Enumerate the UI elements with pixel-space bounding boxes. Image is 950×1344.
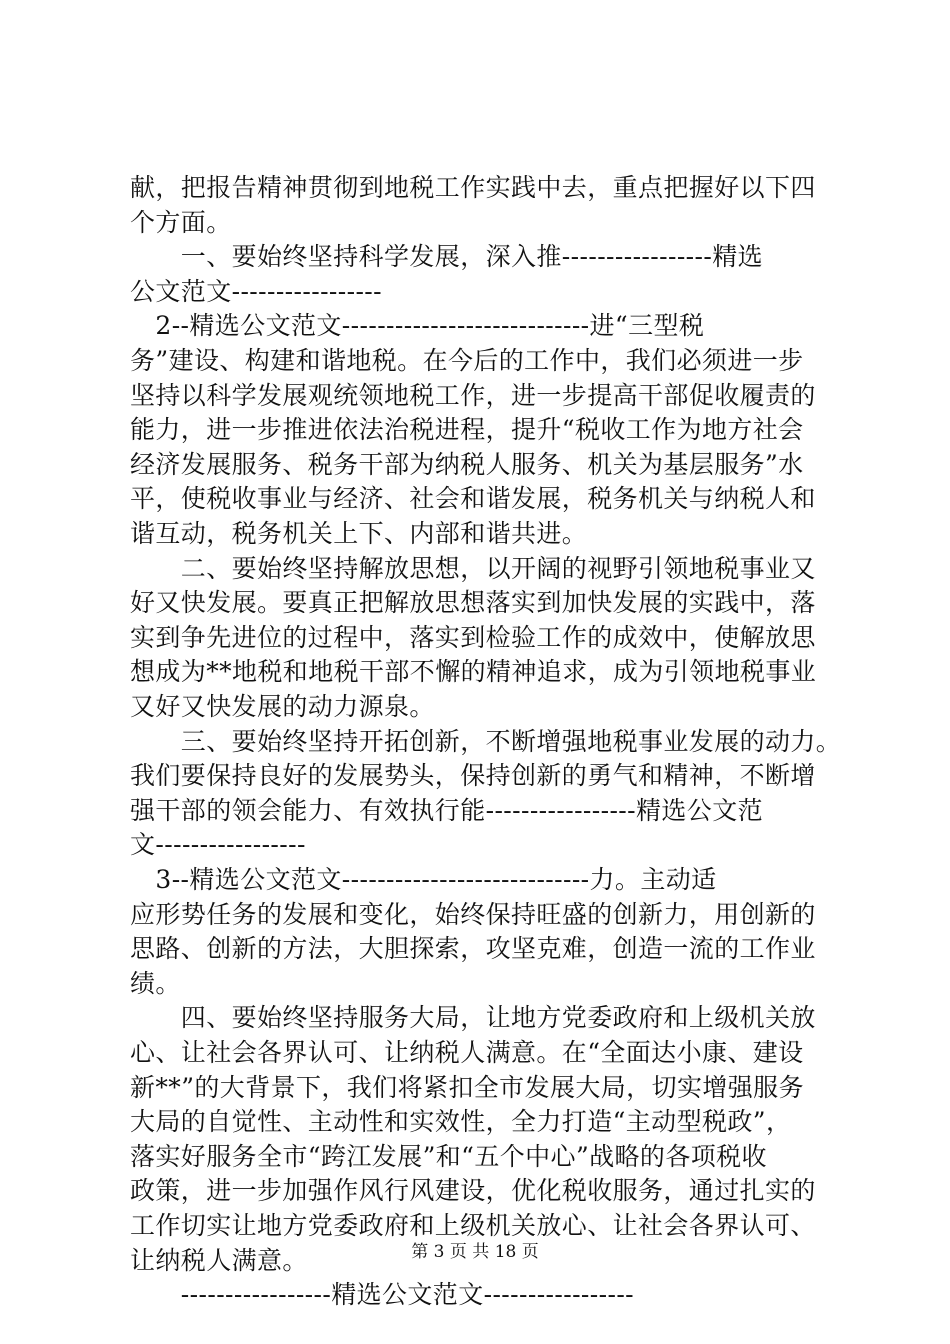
body-text-line: 实到争先进位的过程中，落实到检验工作的成效中，使解放思	[130, 622, 816, 652]
body-text-line: 应形势任务的发展和变化，始终保持旺盛的创新力，用创新的	[130, 899, 816, 929]
body-text-line: 政策，进一步加强作风行风建设，优化税收服务，通过扎实的	[130, 1176, 816, 1206]
body-text-line: 又好又快发展的动力源泉。	[130, 692, 435, 721]
body-text-line: 文-----------------	[130, 830, 306, 860]
body-text-line: 让纳税人满意。	[130, 1245, 308, 1275]
body-text-line: 二、要始终坚持解放思想，以开阔的视野引领地税事业又	[130, 553, 816, 583]
body-text-line: 献，把报告精神贯彻到地税工作实践中去，重点把握好以下四	[130, 173, 816, 202]
body-text-line: 公文范文-----------------	[130, 276, 383, 306]
body-text-line: 能力，进一步推进依法治税进程，提升“税收工作为地方社会	[130, 415, 804, 445]
body-text-line: 强干部的领会能力、有效执行能-----------------精选公文范	[130, 795, 764, 825]
body-text-line: 新**”的大背景下，我们将紧扣全市发展大局，切实增强服务	[130, 1072, 804, 1102]
body-text-line: 大局的自觉性、主动性和实效性，全力打造“主动型税政”，	[130, 1107, 792, 1137]
body-text-line: 工作切实让地方党委政府和上级机关放心、让社会各界认可、	[130, 1211, 816, 1240]
body-text-line: 务”建设、构建和谐地税。在今后的工作中，我们必须进一步	[130, 346, 804, 375]
body-text-line: 心、让社会各界认可、让纳税人满意。在“全面达小康、建设	[130, 1038, 804, 1067]
body-text-line: 经济发展服务、税务干部为纳税人服务、机关为基层服务”水	[130, 449, 804, 479]
body-text-line: 三、要始终坚持开拓创新，不断增强地税事业发展的动力。	[130, 726, 842, 756]
body-text-line: 想成为**地税和地税干部不懈的精神追求，成为引领地税事业	[130, 657, 817, 687]
body-text-line: 个方面。	[130, 207, 232, 237]
body-text-line: 落实好服务全市“跨江发展”和“五个中心”战略的各项税收	[130, 1141, 767, 1171]
body-text-line: 思路、创新的方法，大胆探索，攻坚克难，创造一流的工作业	[130, 934, 816, 964]
body-text-line: 绩。	[130, 968, 181, 998]
body-text-line: 平，使税收事业与经济、社会和谐发展，税务机关与纳税人和	[130, 484, 816, 514]
body-text-line: 3--精选公文范文----------------------------力。主动适	[130, 865, 717, 894]
body-text-line: 我们要保持良好的发展势头，保持创新的勇气和精神，不断增	[130, 761, 816, 791]
body-text-line: 坚持以科学发展观统领地税工作，进一步提高干部促收履责的	[130, 380, 816, 410]
body-text-line: 一、要始终坚持科学发展，深入推-----------------精选	[130, 242, 764, 272]
body-text-line: 谐互动，税务机关上下、内部和谐共进。	[130, 519, 588, 548]
body-text-line: -----------------精选公文范文-----------------	[130, 1280, 635, 1310]
page-footer: 第 3 页 共 18 页	[411, 1242, 539, 1262]
body-text-line: 2--精选公文范文----------------------------进“三型税	[130, 311, 705, 341]
body-text-line: 四、要始终坚持服务大局，让地方党委政府和上级机关放	[130, 1003, 816, 1033]
body-text-line: 好又快发展。要真正把解放思想落实到加快发展的实践中，落	[130, 588, 816, 618]
